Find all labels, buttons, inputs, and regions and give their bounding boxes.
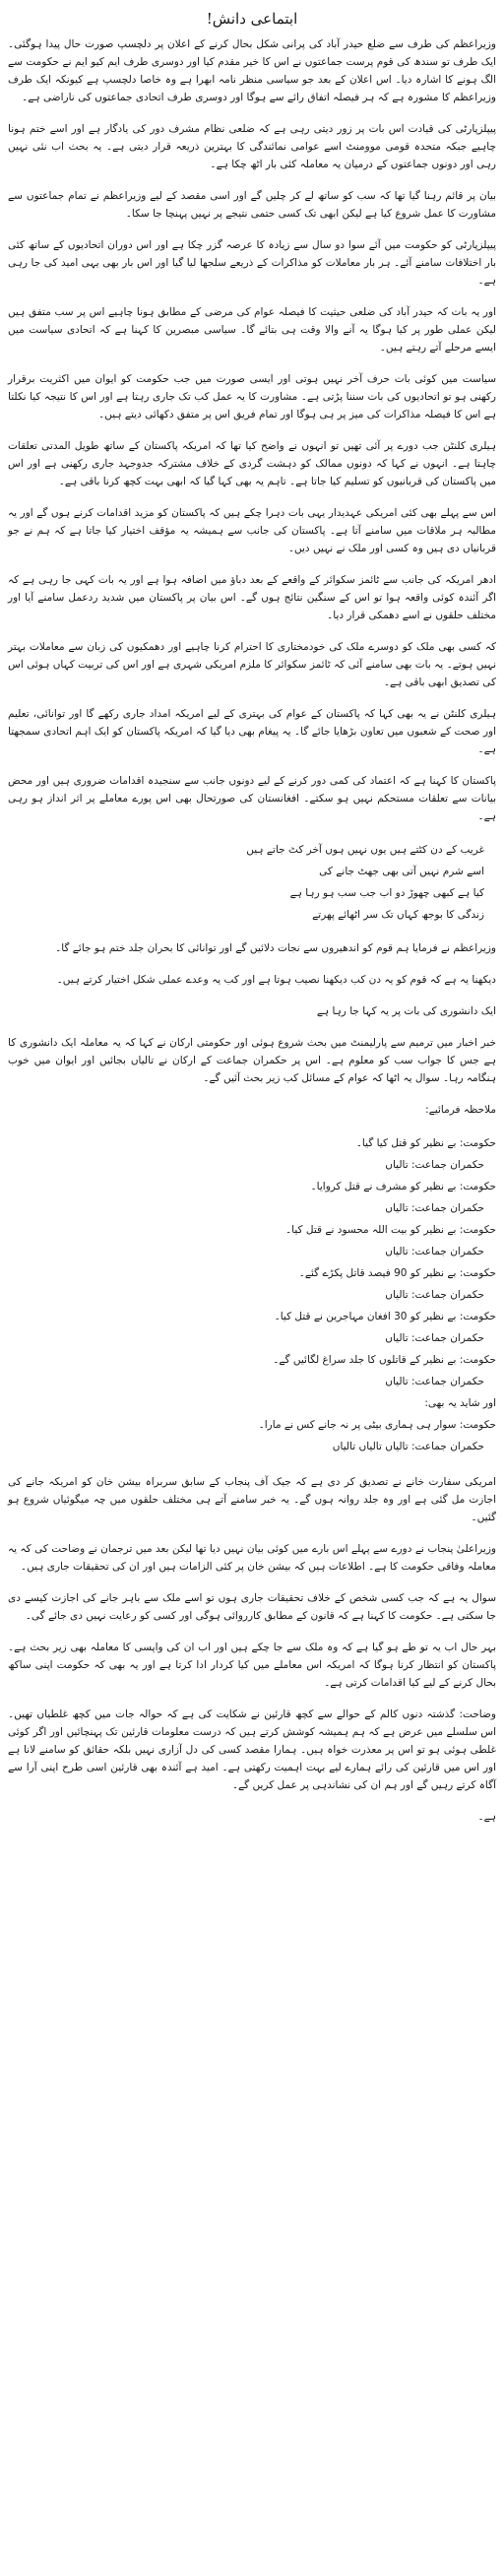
dialogue-line [8,1436,496,1457]
paragraph: دیکھنا یہ ہے کہ قوم کو یہ دن کب دیکھنا نصیب ہوتا ہے اور کب یہ وعدے عملی شکل اختیار کرتے ہیں۔ [56,974,496,986]
paragraph: امریکی سفارت خانے نے تصدیق کر دی ہے کہ جیک آف پنجاب کے سابق سربراہ بیشن خان کو امریکہ جانے کی اجازت مل گئی ہے اور وہ جلد روانہ ہوں گے۔ یہ خبر سامنے آتے ہی مختلف حلقوں میں چہ میگوئیاں شروع ہو گئیں۔ [8,1476,496,1523]
section-4 [8,1002,496,1119]
article-end: ہے۔ [477,1811,496,1823]
dialogue-line [8,1327,496,1349]
paragraph: پاکستان کا کہنا ہے کہ اعتماد کی کمی دور کرنے کے لیے دونوں جانب سے سنجیدہ اقدامات ضروری ہیں اور محض بیانات سے تعلقات مستحکم نہیں ہو سکتے۔ افغانستان کی صورتحال بھی اس پورے معاملے پر اثر انداز ہو رہی ہے۔ [8,775,496,822]
paragraph: وزیراعظم کی طرف سے ضلع حیدر آباد کی پرانی شکل بحال کرنے کے اعلان پر دلچسپ صورت حال پیدا ہوگئی۔ ایک طرف تو سندھ کی قوم پرست جماعتوں نے اس کا خیر مقدم کیا اور دوسری طرف ایم کیو ایم نے حکومت سے الگ ہونے کا اشارہ دیا۔ اس اعلان کے بعد جو سیاسی منظر نامہ ابھرا ہے وہ خاصا دلچسپ ہے کیونکہ ایک طرف وزیراعظم کا مشورہ ہے کہ ہر فیصلہ اتفاق رائے سے ہوگا اور دوسری طرف اتحادی جماعتوں کی ناراضی ہے۔ [8,38,496,103]
paragraph: اس سے پہلے بھی کئی امریکی عہدیدار یہی بات دہرا چکے ہیں کہ پاکستان کو مزید اقدامات کرنے ہوں گے اور یہ مطالبہ ہر ملاقات میں سامنے آتا ہے۔ پاکستان کی جانب سے ہمیشہ یہ مؤقف اختیار کیا جاتا ہے کہ ہم نے جو قربانیاں دی ہیں وہ کسی اور ملک نے نہیں دیں۔ [8,507,496,554]
dialogue-text: بے نظیر کو بیت اللہ محسود نے قتل کیا۔ [285,1224,457,1236]
dialogue-line [8,1176,496,1197]
paragraph: بہر حال اب یہ تو طے ہو گیا ہے کہ وہ ملک سے جا چکے ہیں اور اب ان کی واپسی کا معاملہ بھی زیر بحث ہے۔ پاکستان کو انتظار کرنا ہوگا کہ امریکہ اس معاملے میں کیا کردار ادا کرتا ہے اور یہ بھی کہ حکومت اپنی ساکھ بحال کرنے کے لیے کیا اقدامات کرتی ہے۔ [8,1642,496,1689]
dialogue-text: تالیاں [385,1289,409,1301]
dialogue-speaker: حکمران جماعت: [411,1246,484,1257]
paragraph: سیاست میں کوئی بات حرف آخر نہیں ہوتی اور ایسی صورت میں جب حکومت کو ایوان میں اکثریت برقرار رکھنی ہو تو اتحادیوں کی بات سننا پڑتی ہے۔ مشاورت کا یہ عمل کب تک جاری رہتا ہے اور اس کا نتیجہ کیا نکلتا ہے اس کا فیصلہ مذاکرات کی میز پر ہی ہوگا اور تمام فریق اس پر متفق دکھائی دیتے ہیں۔ [8,373,496,420]
paragraph: پیپلزپارٹی کو حکومت میں آئے سوا دو سال سے زیادہ کا عرصہ گزر چکا ہے اور اس دوران اتحادیوں کے ساتھ کئی بار اختلافات سامنے آئے۔ ہر بار معاملات کو مذاکرات کے ذریعے سلجھا لیا گیا اور اس بار بھی یہی امید کی جا رہی ہے۔ [8,239,496,287]
dialogue-line [8,1306,496,1327]
paragraph: اور یہ بات کہ حیدر آباد کی ضلعی حیثیت کا فیصلہ عوام کی مرضی کے مطابق ہونا چاہیے اس پر سب متفق ہیں لیکن عملی طور پر کیا ہوگا یہ آنے والا وقت ہی بتائے گا۔ سیاسی مبصرین کا کہنا ہے کہ اتحادی سیاست میں ایسے مرحلے آتے رہتے ہیں۔ [8,306,496,354]
article-title: ابتماعی دانش! [206,10,298,28]
poem-line: اسے شرم نہیں آتی بھی جھٹ جانے کی [319,866,484,877]
dialogue-line [8,1349,496,1371]
dialogue-line [8,1197,496,1219]
dialogue-text: تالیاں [385,1246,409,1257]
dialogue-text: بے نظیر کے قاتلوں کا جلد سراغ لگائیں گے۔ [273,1354,457,1366]
paragraph: بیان پر قائم رہنا گیا تھا کہ سب کو ساتھ لے کر چلیں گے اور اسی مقصد کے لیے وزیراعظم نے تمام جماعتوں سے مشاورت کا عمل شروع کیا ہے لیکن ابھی تک کسی حتمی نتیجے پر نہیں پہنچا جا سکا۔ [8,190,496,220]
paragraph: ادھر امریکہ کی جانب سے ٹائمز سکوائر کے واقعے کے بعد دباؤ میں اضافہ ہوا ہے اور یہ بات کہی جا رہی ہے کہ اگر آئندہ کوئی واقعہ ہوا تو اس کے سنگین نتائج ہوں گے۔ اس بیان پر پاکستان میں شدید ردعمل سامنے آیا اور مختلف حلقوں نے اسے دھمکی قرار دیا۔ [8,574,496,621]
section-5 [8,1473,496,1692]
dialogue-text: تالیاں [385,1159,409,1171]
section-2 [8,437,496,825]
dialogue-line [8,1132,496,1154]
paragraph: ہیلری کلنٹن نے یہ بھی کہا کہ پاکستان کے عوام کی بہتری کے لیے امریکہ امداد جاری رکھے گا اور توانائی، تعلیم اور صحت کے شعبوں میں تعاون بڑھایا جائے گا۔ یہ پیغام بھی دیا گیا کہ امریکہ پاکستان کو ایک اہم اتحادی سمجھتا ہے۔ [8,708,496,755]
dialogue-speaker: حکمران جماعت: [411,1202,484,1214]
dialogue-speaker: حکومت: [459,1311,496,1322]
dialogue-speaker: حکمران جماعت: [411,1159,484,1171]
dialogue-text: بے نظیر کو قتل کیا گیا۔ [355,1137,457,1149]
dialogue-text: تالیاں [385,1376,409,1387]
dialogue-text: تالیاں [385,1202,409,1214]
section-1 [8,35,496,423]
dialogue-speaker: حکمران جماعت: [411,1441,484,1452]
paragraph: خبر اخبار میں ترمیم سے پارلیمنٹ میں بحث شروع ہوئی اور حکومتی ارکان نے کہا کہ یہ معاملہ ایک دانشوری کا ہے جس کا جواب سب کو معلوم ہے۔ اس پر حکمران جماعت کے ارکان نے تالیاں بجائیں اور ایوان میں خوب ہنگامہ رہا۔ سوال یہ اٹھا کہ عوام کے مسائل کب زیر بحث آئیں گے۔ [8,1037,496,1084]
dialogue-line [8,1414,496,1436]
paragraph: کہ کسی بھی ملک کو دوسرے ملک کی خودمختاری کا احترام کرنا چاہیے اور دھمکیوں کی زبان سے معاملات بہتر نہیں ہوتے۔ یہ بات بھی سامنے آئی کہ ٹائمز سکوائر کا ملزم امریکی شہری ہے اور اس کی تربیت کہاں ہوئی اس کی تصدیق ابھی باقی ہے۔ [8,641,496,688]
dialogue-speaker: حکومت: [459,1419,496,1431]
dialogue-text: بے نظیر کو مشرف نے قتل کروایا۔ [310,1181,457,1192]
dialogue-speaker: حکمران جماعت: [411,1332,484,1344]
dialogue-line [8,1154,496,1176]
paragraph: وضاحت: گذشتہ دنوں کالم کے حوالے سے کچھ قارئین نے شکایت کی ہے کہ حوالہ جات میں کچھ غلطیاں تھیں۔ اس سلسلے میں عرض ہے کہ ہم ہمیشہ کوشش کرتے ہیں کہ درست معلومات قارئین تک پہنچائیں اور اگر کوئی غلطی ہوئی ہو تو اس پر معذرت خواہ ہیں۔ ہمارا مقصد کسی کی دل آزاری نہیں بلکہ حقائق کو سامنے لانا ہے اور اس میں قارئین کی رائے ہمارے لیے بہت اہمیت رکھتی ہے۔ امید ہے آئندہ بھی قارئین اسی طرح اپنی آرا سے آگاہ کرتے رہیں گے اور ہم ان کی نشاندہی پر عمل کریں گے۔ [8,1708,496,1791]
dialogue-block [8,1132,496,1457]
paragraph: وزیراعظم نے فرمایا ہم قوم کو اندھیروں سے نجات دلائیں گے اور توانائی کا بحران جلد ختم ہو جائے گا۔ [55,942,496,954]
paragraph: وزیراعلیٰ پنجاب نے دورے سے پہلے اس بارے میں کوئی بیان نہیں دیا تھا لیکن بعد میں ترجمان نے وضاحت کی کہ یہ معاملہ وفاقی حکومت کا ہے۔ اطلاعات ہیں کہ بیشن خان پر کئی الزامات ہیں اور ان کی تحقیقات جاری ہیں۔ [8,1543,496,1573]
paragraph: پیپلزپارٹی کی قیادت اس بات پر زور دیتی رہی ہے کہ ضلعی نظام مشرف دور کی یادگار ہے اور اسے ختم ہونا چاہیے جبکہ متحدہ قومی موومنٹ اسے عوامی نمائندگی کا بہترین ذریعہ قرار دیتی ہے۔ یہ بحث اب نئی نہیں رہی اور دونوں جماعتوں کے درمیان یہ معاملہ کئی بار اٹھ چکا ہے۔ [8,123,496,170]
section-3 [8,939,496,989]
dialogue-speaker: حکومت: [459,1181,496,1192]
dialogue-text: بے نظیر کو 30 افغان مہاجرین نے قتل کیا۔ [274,1311,457,1322]
dialogue-text: تالیاں [385,1332,409,1344]
dialogue-line [8,1262,496,1284]
dialogue-text: بے نظیر کو 90 فیصد قاتل پکڑے گئے۔ [298,1267,457,1279]
paragraph: ایک دانشوری کی بات پر یہ کہا جا رہا ہے [316,1005,496,1017]
paragraph: ملاحظہ فرمائیے: [425,1104,496,1116]
dialogue-speaker: حکومت: [459,1354,496,1366]
dialogue-line [8,1284,496,1306]
dialogue-speaker: اور شاید یہ بھی: [424,1397,496,1409]
dialogue-line [8,1219,496,1241]
dialogue-speaker: حکومت: [459,1137,496,1149]
dialogue-speaker: حکمران جماعت: [411,1376,484,1387]
section-6 [8,1706,496,1794]
dialogue-line [8,1241,496,1262]
poem-line: زندگی کا بوجھ کہاں تک سر اٹھائے پھرتے [312,909,484,921]
poem-line: کیا ہے کبھی چھوڑ دو اب جب سب ہو رہا ہے [289,887,484,899]
dialogue-speaker: حکومت: [459,1224,496,1236]
poem-line: غریب کے دن کٹتے ہیں یوں نہیں ہوں آخر کٹ جاتے ہیں [246,844,484,856]
paragraph: سوال یہ ہے کہ جب کسی شخص کے خلاف تحقیقات جاری ہوں تو اسے ملک سے باہر جانے کی اجازت کیسے دی جا سکتی ہے۔ حکومت کا کہنا ہے کہ قانون کے مطابق کارروائی ہوگی اور کسی کو رعایت نہیں دی جائے گی۔ [8,1592,496,1622]
dialogue-text: سوار ہی ہماری بیٹی پر نہ جانے کس نے مارا۔ [258,1419,457,1431]
dialogue-line [8,1392,496,1414]
dialogue-speaker: حکومت: [459,1267,496,1279]
poem-block [8,839,496,926]
dialogue-text: تالیاں تالیاں تالیاں [332,1441,409,1452]
dialogue-speaker: حکمران جماعت: [411,1289,484,1301]
paragraph: ہیلری کلنٹن جب دورے پر آئی تھیں تو انہوں نے واضح کیا تھا کہ امریکہ پاکستان کے ساتھ طویل المدتی تعلقات چاہتا ہے۔ انہوں نے کہا کہ دونوں ممالک کو دہشت گردی کے خلاف مشترکہ جدوجہد جاری رکھنی ہے اور اس میں پاکستان کی قربانیوں کو تسلیم کیا جاتا ہے۔ تاہم یہ بھی کہا گیا کہ ابھی بہت کچھ کرنا باقی ہے۔ [8,440,496,487]
dialogue-line [8,1371,496,1392]
